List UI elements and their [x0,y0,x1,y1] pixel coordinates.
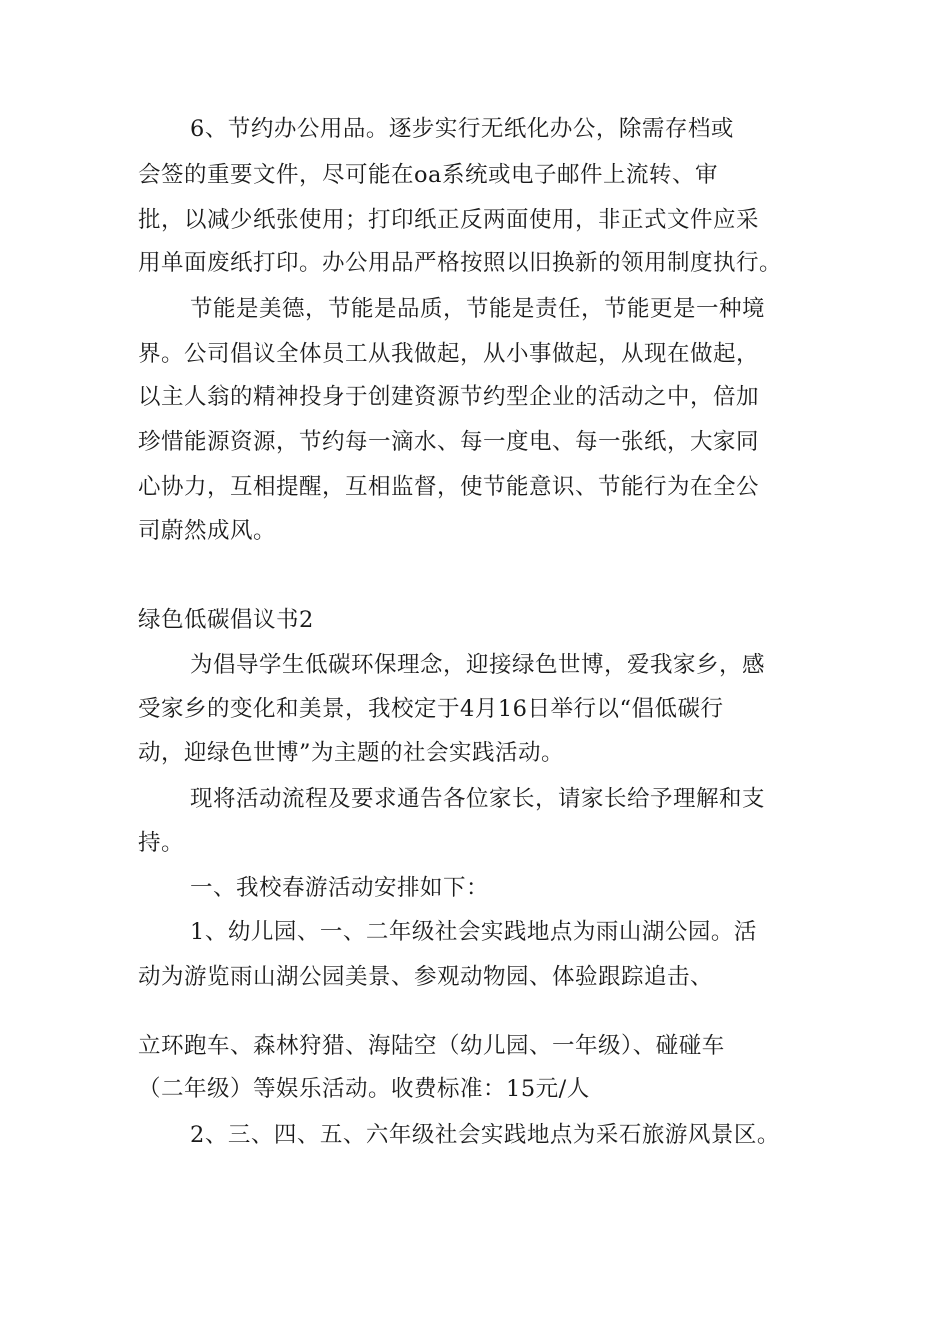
text-line: 节能是美德，节能是品质，节能是责任，节能更是一种境 [190,296,766,322]
section-title: 绿色低碳倡议书2 [138,607,314,633]
text-line: （二年级）等娱乐活动。收费标准：15元/人 [138,1076,590,1102]
text-line: 受家乡的变化和美景，我校定于4月16日举行以“倡低碳行 [138,696,724,722]
text-line: 心协力，互相提醒，互相监督，使节能意识、节能行为在全公 [138,474,760,500]
text-line: 为倡导学生低碳环保理念，迎接绿色世博，爱我家乡，感 [190,652,766,678]
text-line: 珍惜能源资源，节约每一滴水、每一度电、每一张纸，大家同 [138,429,760,455]
text-line: 持。 [138,830,185,856]
text-line: 动为游览雨山湖公园美景、参观动物园、体验跟踪追击、 [138,964,714,990]
text-line: 以主人翁的精神投身于创建资源节约型企业的活动之中，倍加 [138,384,760,410]
text-line: 司蔚然成风。 [138,518,277,544]
text-line: 用单面废纸打印。办公用品严格按照以旧换新的领用制度执行。 [138,250,783,276]
text-line: 立环跑车、森林狩猎、海陆空（幼儿园、一年级）、碰碰车 [138,1033,725,1059]
text-line: 一、我校春游活动安排如下： [190,875,490,901]
text-line: 界。公司倡议全体员工从我做起，从小事做起，从现在做起， [138,341,760,367]
text-line: 动，迎绿色世博”为主题的社会实践活动。 [138,740,565,766]
text-line: 6、节约办公用品。逐步实行无纸化办公，除需存档或 [190,116,734,142]
text-line: 2、三、四、五、六年级社会实践地点为采石旅游风景区。 [190,1122,780,1148]
text-line: 现将活动流程及要求通告各位家长，请家长给予理解和支 [190,786,766,812]
text-line: 会签的重要文件，尽可能在oa系统或电子邮件上流转、审 [138,162,718,188]
text-line: 批，以减少纸张使用；打印纸正反两面使用，非正式文件应采 [138,207,760,233]
text-line: 1、幼儿园、一、二年级社会实践地点为雨山湖公园。活 [190,919,757,945]
